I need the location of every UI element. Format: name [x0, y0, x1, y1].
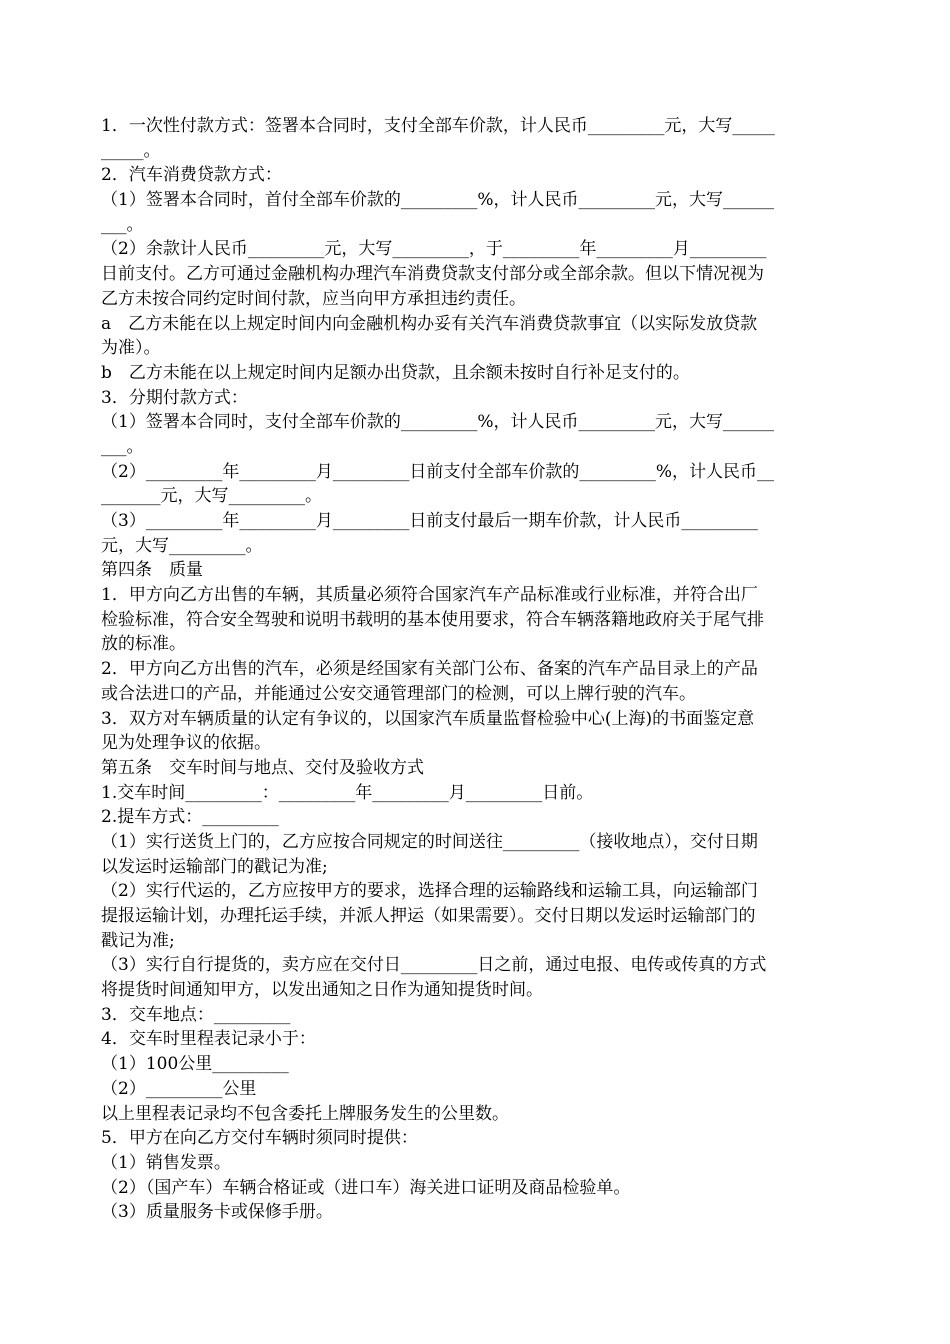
- text-line-18: 元，大写_________。: [101, 535, 263, 556]
- text-line-23: 2．甲方向乙方出售的汽车，必须是经国家有关部门公布、备案的汽车产品目录上的产品: [101, 659, 758, 680]
- text-line-39: （1）100公里_________: [101, 1054, 289, 1075]
- text-line-11: b 乙方未能在以上规定时间内足额办出贷款，且余额未按时自行补足支付的。: [101, 362, 690, 383]
- text-line-17: （3）_________年_________月_________日前支付最后一期车价款，计人民币_________: [101, 511, 758, 531]
- text-line-26: 见为处理争议的依据。: [101, 733, 271, 754]
- text-line-30: （1）实行送货上门的，乙方应按合同规定的时间送往_________（接收地点），交付日期: [101, 831, 758, 852]
- text-line-12: 3．分期付款方式：: [101, 387, 248, 408]
- text-line-24: 或合法进口的产品，并能通过公安交通管理部门的检测，可以上牌行驶的汽车。: [101, 683, 696, 704]
- text-line-21: 检验标准，符合安全驾驶和说明书载明的基本使用要求，符合车辆落籍地政府关于尾气排: [101, 609, 764, 630]
- text-line-41: 以上里程表记录均不包含委托上牌服务发生的公里数。: [101, 1103, 509, 1124]
- text-line-25: 3．双方对车辆质量的认定有争议的，以国家汽车质量监督检验中心(上海)的书面鉴定意: [101, 708, 755, 729]
- text-line-15: （2）_________年_________月_________日前支付全部车价款的_________%，计人民币__: [101, 461, 774, 482]
- text-line-14: ___。: [101, 436, 144, 457]
- text-line-28: 1.交车时间_________：_________年_________月_________日前。: [101, 782, 594, 803]
- text-line-20: 1．甲方向乙方出售的车辆，其质量必须符合国家汽车产品标准或行业标准，并符合出厂: [101, 585, 758, 606]
- contract-page: [101, 114, 851, 1225]
- text-line-38: 4．交车时里程表记录小于：: [101, 1029, 316, 1050]
- text-line-22: 放的标准。: [101, 634, 186, 655]
- text-line-4: （1）签署本合同时，首付全部车价款的_________%，计人民币_________元，大写______: [101, 190, 774, 211]
- text-line-3: 2．汽车消费贷款方式：: [101, 165, 282, 186]
- text-line-2: _____。: [101, 140, 161, 161]
- text-line-32: （2）实行代运的，乙方应按甲方的要求，选择合理的运输路线和运输工具，向运输部门: [101, 881, 758, 902]
- section-heading-quality: 第四条 质量: [101, 560, 203, 581]
- text-line-45: （3）质量服务卡或保修手册。: [101, 1202, 333, 1223]
- text-line-13: （1）签署本合同时，支付全部车价款的_________%，计人民币_________元，大写______: [101, 412, 774, 433]
- section-heading-delivery: 第五条 交车时间与地点、交付及验收方式: [101, 757, 424, 778]
- text-line-36: 将提货时间通知甲方，以发出通知之日作为通知提货时间。: [101, 980, 543, 1001]
- text-line-44: （2）（国产车）车辆合格证或（进口车）海关进口证明及商品检验单。: [101, 1177, 631, 1198]
- text-line-35: （3）实行自行提货的，卖方应在交付日_________日之前，通过电报、电传或传真的方式: [101, 955, 767, 976]
- text-line-8: 乙方未按合同约定时间付款，应当向甲方承担违约责任。: [101, 288, 526, 309]
- text-line-31: 以发运时运输部门的戳记为准;: [101, 856, 328, 877]
- text-line-33: 提报运输计划，办理托运手续，并派人押运（如果需要）。交付日期以发运时运输部门的: [101, 906, 756, 926]
- text-line-40: （2）_________公里: [101, 1078, 257, 1099]
- text-line-43: （1）销售发票。: [101, 1152, 231, 1173]
- text-line-10: 为准）。: [101, 338, 161, 359]
- text-line-7: 日前支付。乙方可通过金融机构办理汽车消费贷款支付部分或全部余款。但以下情况视为: [101, 264, 764, 285]
- text-line-42: 5．甲方在向乙方交付车辆时须同时提供：: [101, 1128, 418, 1149]
- text-line-29: 2.提车方式：_________: [101, 807, 279, 828]
- text-line-6: （2）余款计人民币_________元，大写_________，于_________年_________月_________: [101, 239, 767, 260]
- text-line-37: 3．交车地点：_________: [101, 1004, 291, 1025]
- text-line-9: a 乙方未能在以上规定时间内向金融机构办妥有关汽车消费贷款事宜（以实际发放贷款: [101, 313, 758, 334]
- text-line-5: ___。: [101, 214, 144, 235]
- text-line-1: 1．一次性付款方式：签署本合同时，支付全部车价款，计人民币_________元，大写_____: [101, 116, 775, 136]
- text-line-16: _______元，大写_________。: [101, 486, 322, 507]
- text-line-34: 戳记为准;: [101, 930, 175, 951]
